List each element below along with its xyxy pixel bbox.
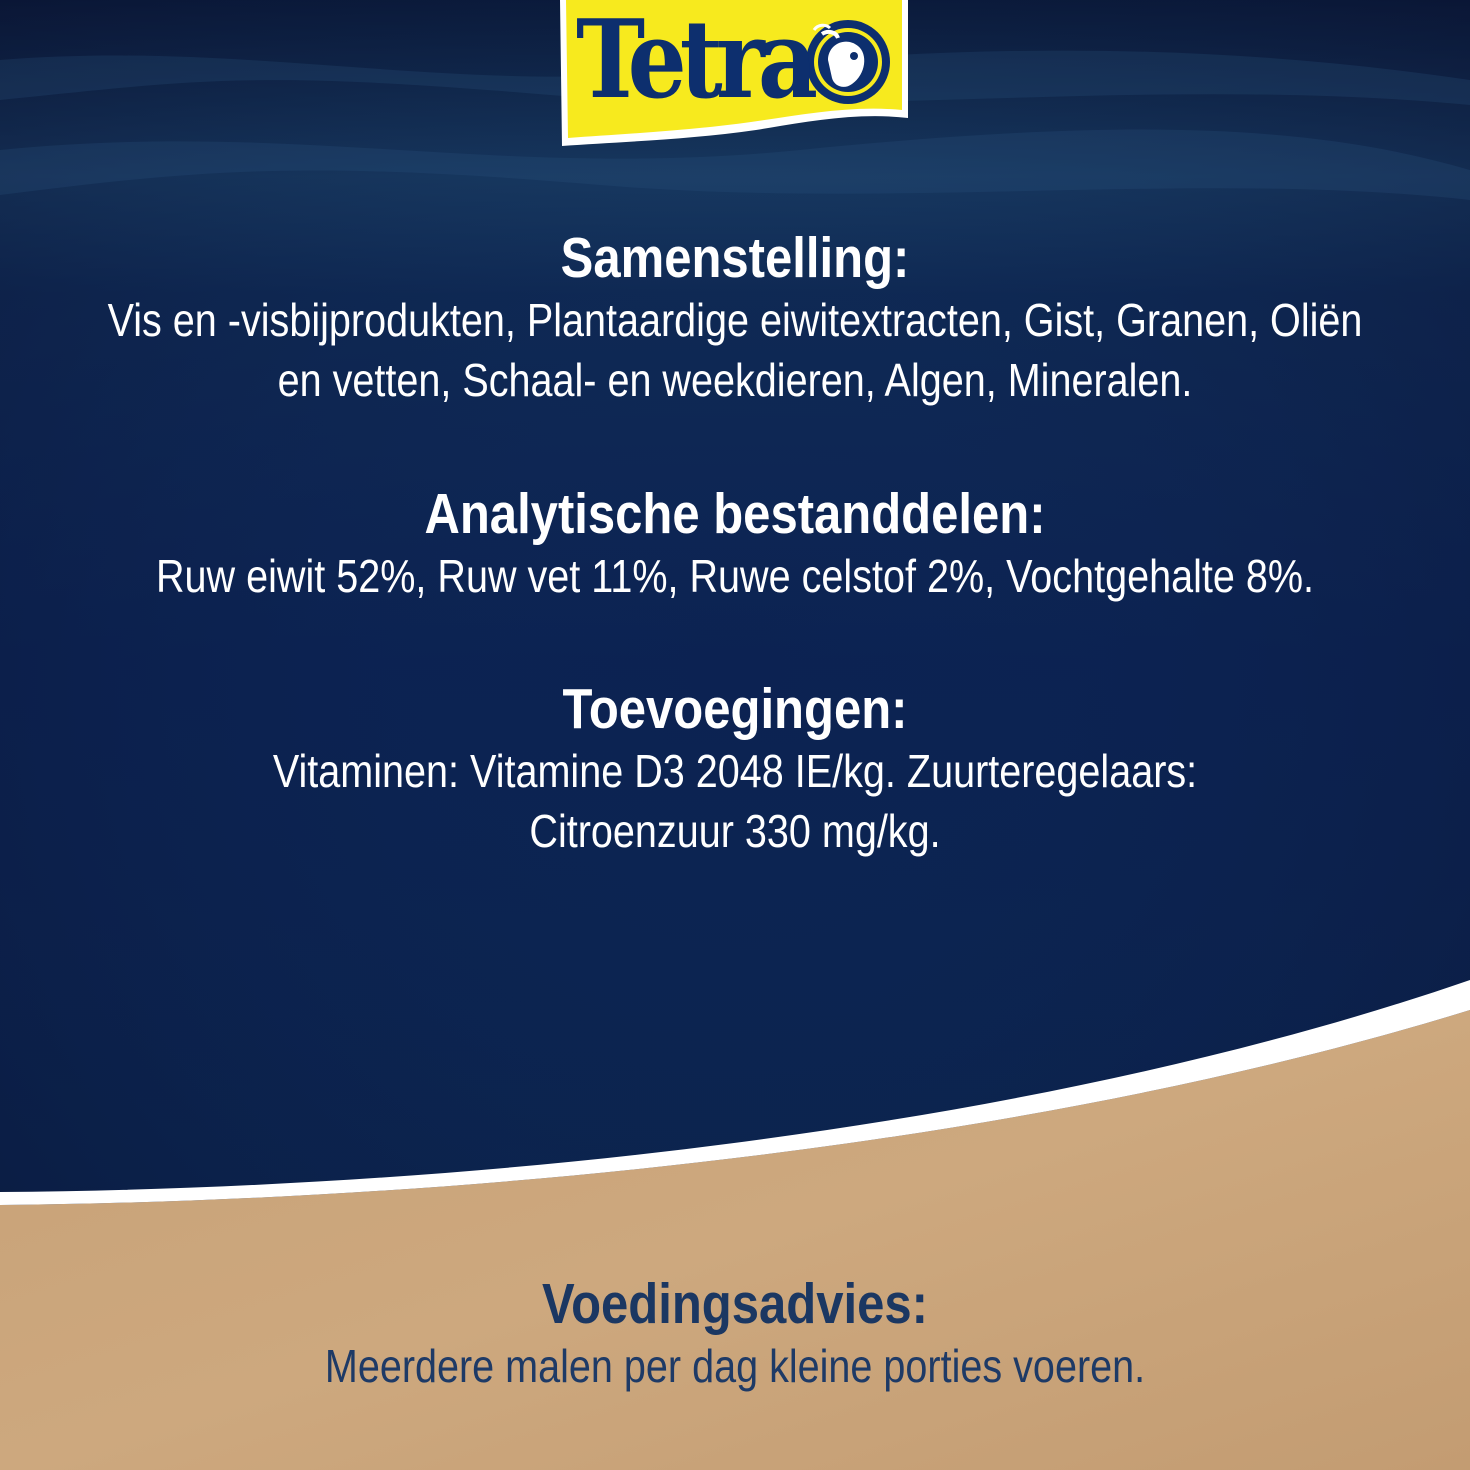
feeding-section — [0, 1272, 1470, 1396]
composition-line: en vetten, Schaal- en weekdieren, Algen, Mineralen. — [277, 354, 1193, 406]
additives-heading: Toevoegingen: — [562, 677, 908, 741]
tetra-logo — [556, 0, 912, 148]
additives-line: Vitaminen: Vitamine D3 2048 IE/kg. Zuurteregelaars: — [272, 745, 1198, 797]
analytical-line: Ruw eiwit 52%, Ruw vet 11%, Ruwe celstof 2%, Vochtgehalte 8%. — [155, 550, 1315, 602]
composition-heading: Samenstelling: — [560, 226, 910, 290]
feeding-line: Meerdere malen per dag kleine porties voeren. — [324, 1340, 1146, 1392]
fish-emblem-icon — [806, 20, 890, 104]
composition-line: Vis en -visbijprodukten, Plantaardige eiwitextracten, Gist, Granen, Oliën — [107, 294, 1363, 346]
additives-section — [0, 677, 1470, 861]
additives-line: Citroenzuur 330 mg/kg. — [529, 805, 941, 857]
analytical-section — [0, 482, 1470, 606]
brand-wordmark: Tetra — [576, 0, 812, 123]
composition-section — [0, 226, 1470, 410]
analytical-heading: Analytische bestanddelen: — [424, 482, 1046, 546]
feeding-heading: Voedingsadvies: — [542, 1272, 928, 1336]
